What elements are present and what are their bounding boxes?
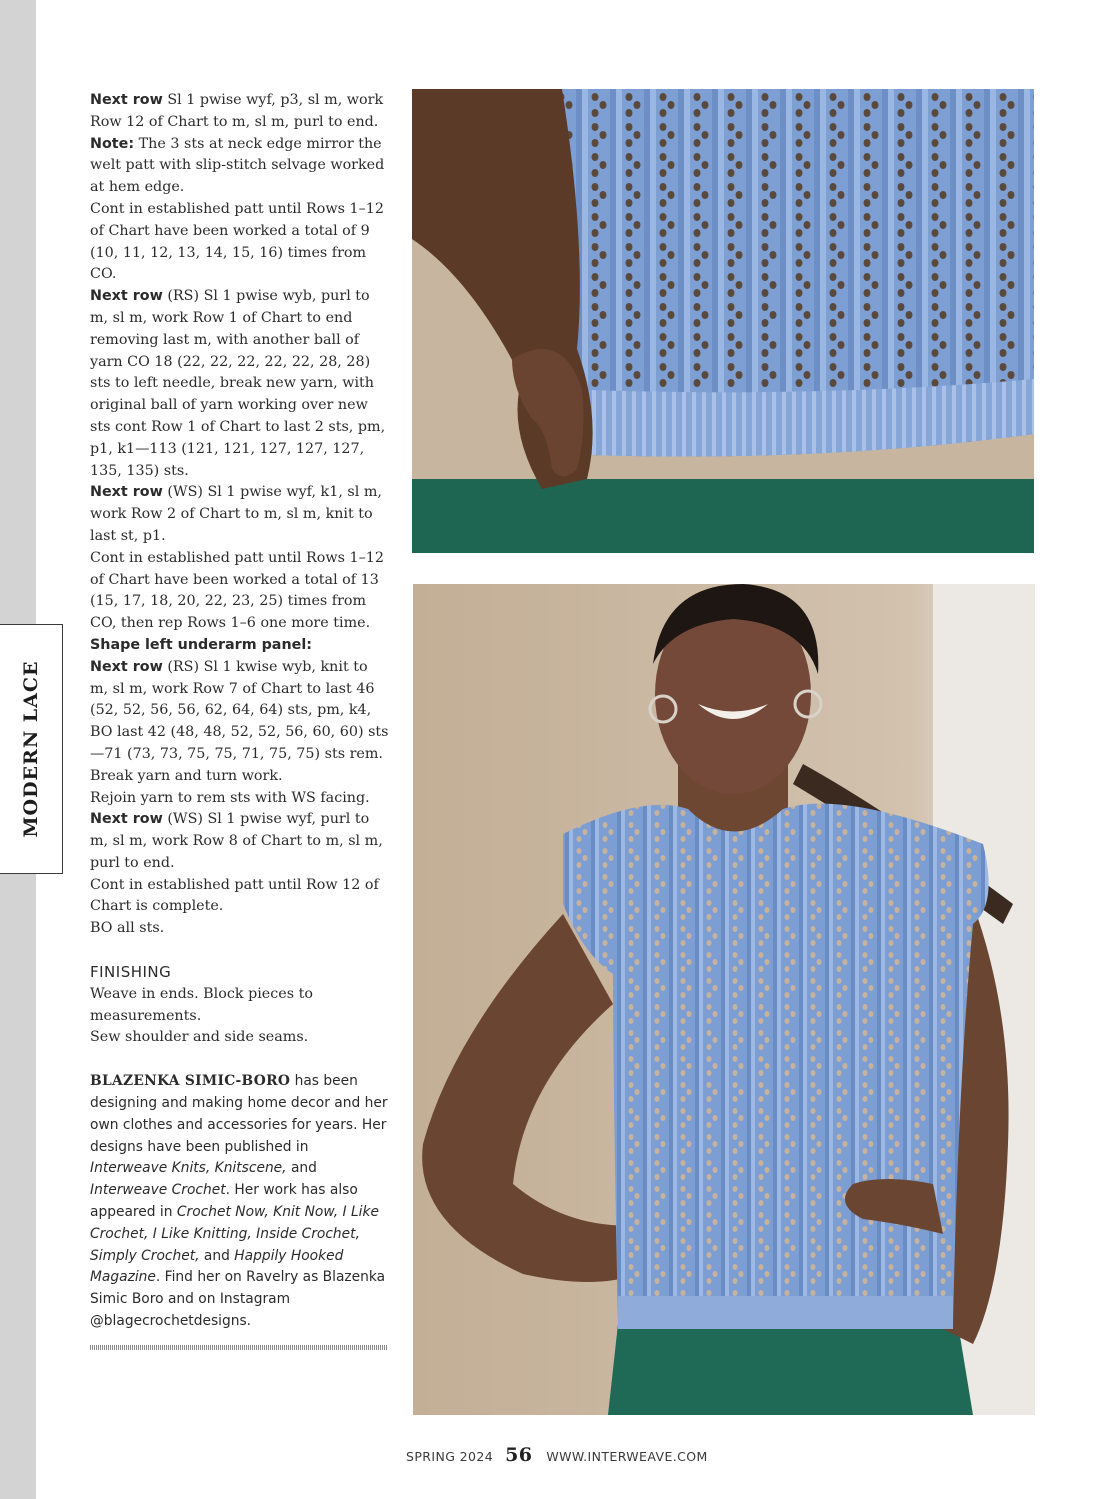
bio-publication: Happily Hooked Magazine xyxy=(90,1247,344,1286)
issue-label: SPRING 2024 xyxy=(406,1449,494,1464)
bio-publication: Crochet Now, Knit Now, I Like Crochet, I Like Knitting, Inside Crochet, Simply Crochet, xyxy=(90,1204,379,1264)
bio-text: has been designing and making home decor and her own clothes and accessories for years. Her designs have been published in xyxy=(90,1073,388,1155)
instruction-label: Shape left underarm panel: xyxy=(90,636,312,653)
designer-name: BLAZENKA SIMIC-BORO xyxy=(90,1073,291,1090)
instruction-paragraph xyxy=(90,482,390,547)
instruction-text: (RS) Sl 1 kwise wyb, knit to m, sl m, work Row 7 of Chart to last 46 (52, 52, 56, 56, 62, 64, 64) sts, pm, k4, BO last 42 (48, 48, 52, 52, 56, 60, 60) sts—71 (73, 73, 75, 75, 71, 75, 75) sts rem. Break yarn and turn work. xyxy=(90,658,389,784)
page-number: 56 xyxy=(505,1444,533,1466)
instructions-column xyxy=(90,90,390,1350)
instruction-paragraph xyxy=(90,788,390,810)
finishing-line: Sew shoulder and side seams. xyxy=(90,1029,309,1046)
finishing-line: Weave in ends. Block pieces to measurements. xyxy=(90,985,313,1024)
instruction-label: Next row xyxy=(90,811,163,828)
instruction-text: Cont in established patt until Row 12 of Chart is complete. xyxy=(90,876,379,915)
instruction-text: (WS) Sl 1 pwise wyf, purl to m, sl m, work Row 8 of Chart to m, sl m, purl to end. xyxy=(90,811,383,871)
finishing-heading: FINISHING xyxy=(90,963,172,982)
instruction-paragraph xyxy=(90,286,390,482)
instruction-text: Cont in established patt until Rows 1–12 of Chart have been worked a total of 9 (10, 11, 12, 13, 14, 15, 16) times from CO. xyxy=(90,200,384,283)
instruction-paragraph xyxy=(90,875,390,919)
divider-rule xyxy=(90,1345,388,1350)
section-tab-label: MODERN LACE xyxy=(20,660,42,838)
bio-text: and xyxy=(199,1247,235,1264)
instruction-label: Next row xyxy=(90,288,163,305)
bio-text: and xyxy=(286,1160,317,1177)
instruction-paragraph xyxy=(90,199,390,286)
instruction-text: (RS) Sl 1 pwise wyb, purl to m, sl m, work Row 1 of Chart to end removing last m, with another ball of yarn CO 18 (22, 22, 22, 22, 22, 28, 28) sts to left needle, break new yarn, with original ball of yarn working over new sts cont Row 1 of Chart to last 2 sts, pm, p1, k1—113 (121, 121, 127, 127, 127, 135, 135) sts. xyxy=(90,288,386,479)
instruction-text: Sl 1 pwise wyf, p3, sl m, work Row 12 of Chart to m, sl m, purl to end. xyxy=(90,92,384,130)
instruction-text: (WS) Sl 1 pwise wyf, k1, sl m, work Row 2 of Chart to m, sl m, knit to last st, p1. xyxy=(90,484,382,544)
instruction-paragraph xyxy=(90,90,390,134)
instruction-text: Rejoin yarn to rem sts with WS facing. xyxy=(90,789,370,806)
bio-publication: Interweave Knits, Knitscene, xyxy=(90,1160,287,1177)
website-label: WWW.INTERWEAVE.COM xyxy=(546,1449,708,1464)
instruction-text: The 3 sts at neck edge mirror the welt patt with slip-stitch selvage worked at hem edge. xyxy=(90,135,385,196)
instruction-paragraph xyxy=(90,809,390,874)
designer-bio xyxy=(90,1071,390,1333)
bio-text: . Her work has also appeared in xyxy=(90,1182,358,1221)
instructions-list xyxy=(90,90,390,940)
instruction-paragraph xyxy=(90,918,390,940)
page-footer xyxy=(406,1444,708,1468)
section-tab xyxy=(0,624,63,874)
model-wearing-sweater-photo xyxy=(413,584,1035,1415)
instruction-paragraph xyxy=(90,134,390,199)
instruction-paragraph xyxy=(90,657,390,788)
instruction-label: Note: xyxy=(90,135,135,152)
instruction-label: Next row xyxy=(90,484,163,501)
instruction-text: Cont in established patt until Rows 1–12 of Chart have been worked a total of 13 (15, 17, 18, 20, 22, 23, 25) times from CO, then rep Rows 1–6 one more time. xyxy=(90,549,384,632)
instruction-label: Next row xyxy=(90,658,163,675)
instruction-paragraph xyxy=(90,548,390,635)
sweater-hem-closeup-photo xyxy=(412,89,1034,553)
instruction-label: Next row xyxy=(90,92,163,108)
bio-text: . Find her on Ravelry as Blazenka Simic Boro and on Instagram @blagecrochetdesigns. xyxy=(90,1269,386,1330)
bio-publication: Interweave Crochet xyxy=(90,1182,226,1199)
instruction-paragraph xyxy=(90,635,390,657)
instruction-text: BO all sts. xyxy=(90,920,165,937)
